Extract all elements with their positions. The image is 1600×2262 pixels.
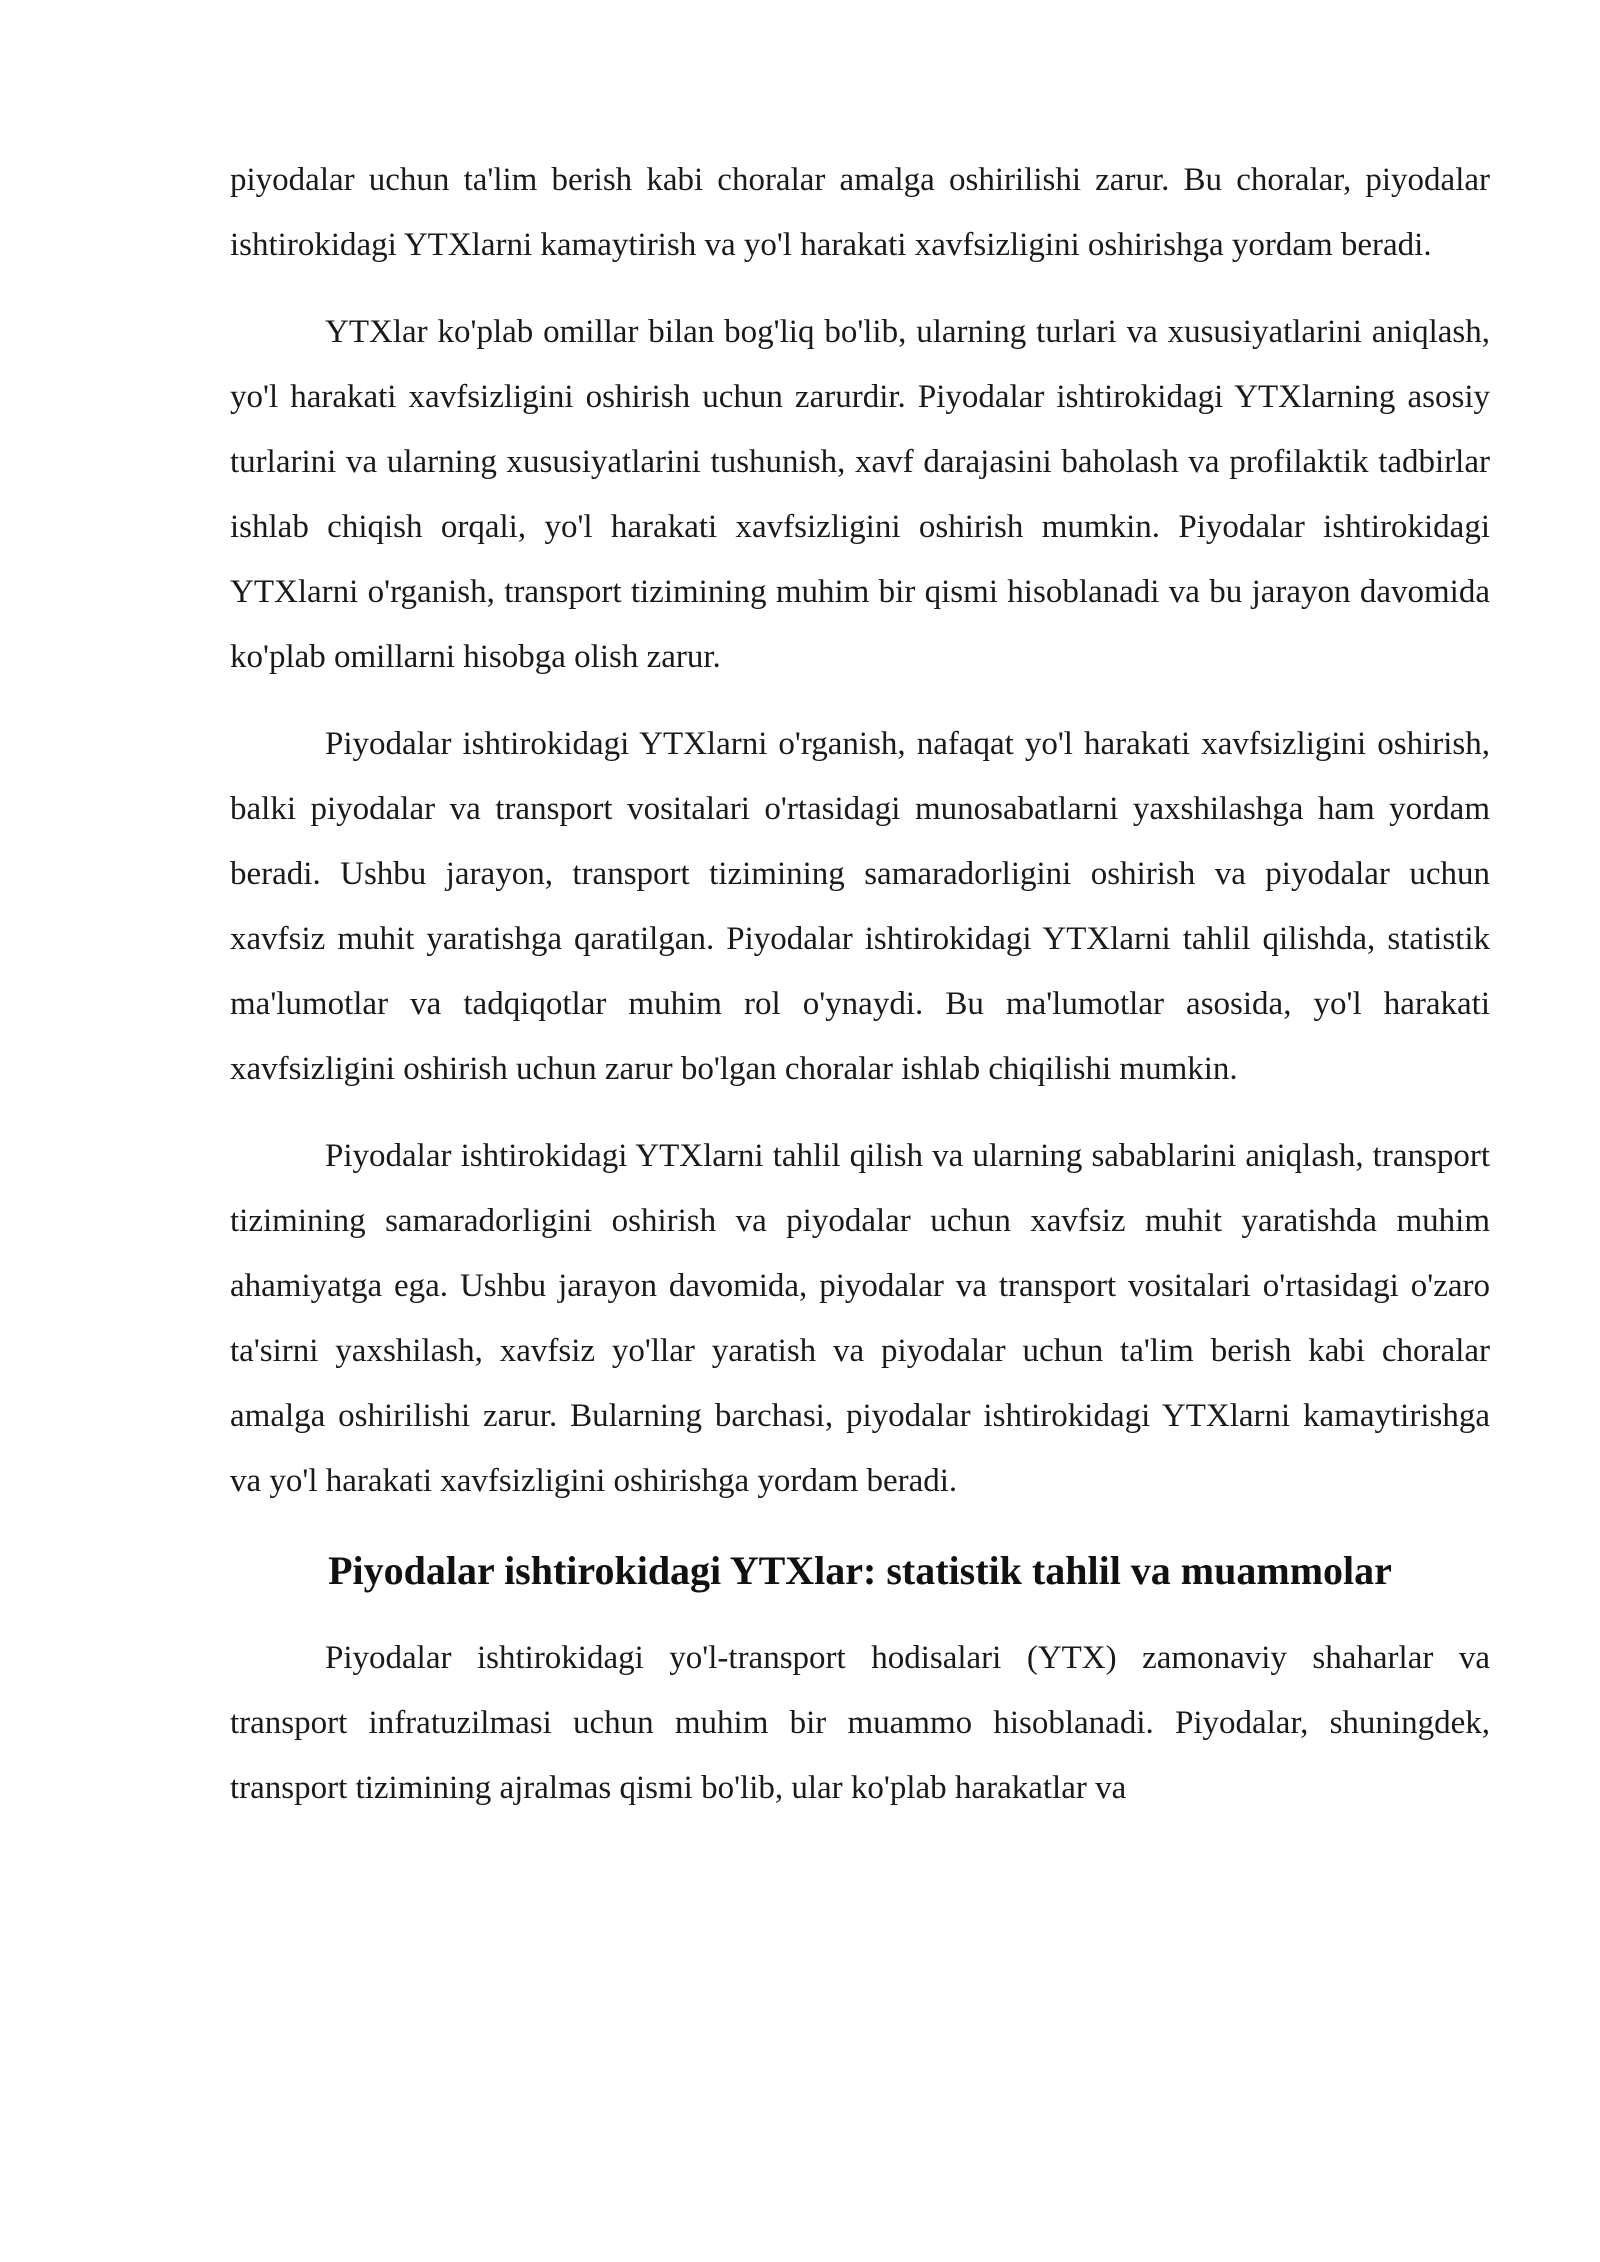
paragraph-ytx-types: YTXlar ko'plab omillar bilan bog'liq bo'lib, ularning turlari va xususiyatlarini aniqlash, yo'l harakati xavfsizligini oshirish uchun zarurdir. Piyodalar ishtirokidagi YTXlarning asosiy turlarini va ularning xususiyatlarini tushunish, xavf darajasini baholash va profilaktik tadbirlar ishlab chiqish orqali, yo'l harakati xavfsizligini oshirish mumkin. Piyodalar ishtirokidagi YTXlarni o'rganish, transport tizimining muhim bir qismi hisoblanadi va bu jarayon davomida ko'plab omillarni hisobga olish zarur. [230,314,1490,675]
paragraph-continuation: piyodalar uchun ta'lim berish kabi choralar amalga oshirilishi zarur. Bu choralar, piyodalar ishtirokidagi YTXlarni kamaytirish va yo'l harakati xavfsizligini oshirishga yordam beradi. [230,162,1490,263]
paragraph-ytx-analysis: Piyodalar ishtirokidagi YTXlarni tahlil qilish va ularning sabablarini aniqlash, transport tizimining samaradorligini oshirish va piyodalar uchun xavfsiz muhit yaratishda muhim ahamiyatga ega. Ushbu jarayon davomida, piyodalar va transport vositalari o'rtasidagi o'zaro ta'sirni yaxshilash, xavfsiz yo'llar yaratish va piyodalar uchun ta'lim berish kabi choralar amalga oshirilishi zarur. Bularning barchasi, piyodalar ishtirokidagi YTXlarni kamaytirishga va yo'l harakati xavfsizligini oshirishga yordam beradi. [230,1138,1490,1499]
section-heading: Piyodalar ishtirokidagi YTXlar: statistik tahlil va muammolar [328,1548,1392,1593]
paragraph-section-intro: Piyodalar ishtirokidagi yo'l-transport hodisalari (YTX) zamonaviy shaharlar va transport infratuzilmasi uchun muhim bir muammo hisoblanadi. Piyodalar, shuningdek, transport tizimining ajralmas qismi bo'lib, ular ko'plab harakatlar va [230,1640,1490,1806]
paragraph-ytx-study: Piyodalar ishtirokidagi YTXlarni o'rganish, nafaqat yo'l harakati xavfsizligini oshirish, balki piyodalar va transport vositalari o'rtasidagi munosabatlarni yaxshilashga ham yordam beradi. Ushbu jarayon, transport tizimining samaradorligini oshirish va piyodalar uchun xavfsiz muhit yaratishga qaratilgan. Piyodalar ishtirokidagi YTXlarni tahlil qilishda, statistik ma'lumotlar va tadqiqotlar muhim rol o'ynaydi. Bu ma'lumotlar asosida, yo'l harakati xavfsizligini oshirish uchun zarur bo'lgan choralar ishlab chiqilishi mumkin. [230,726,1490,1087]
document-body [230,148,1490,1843]
